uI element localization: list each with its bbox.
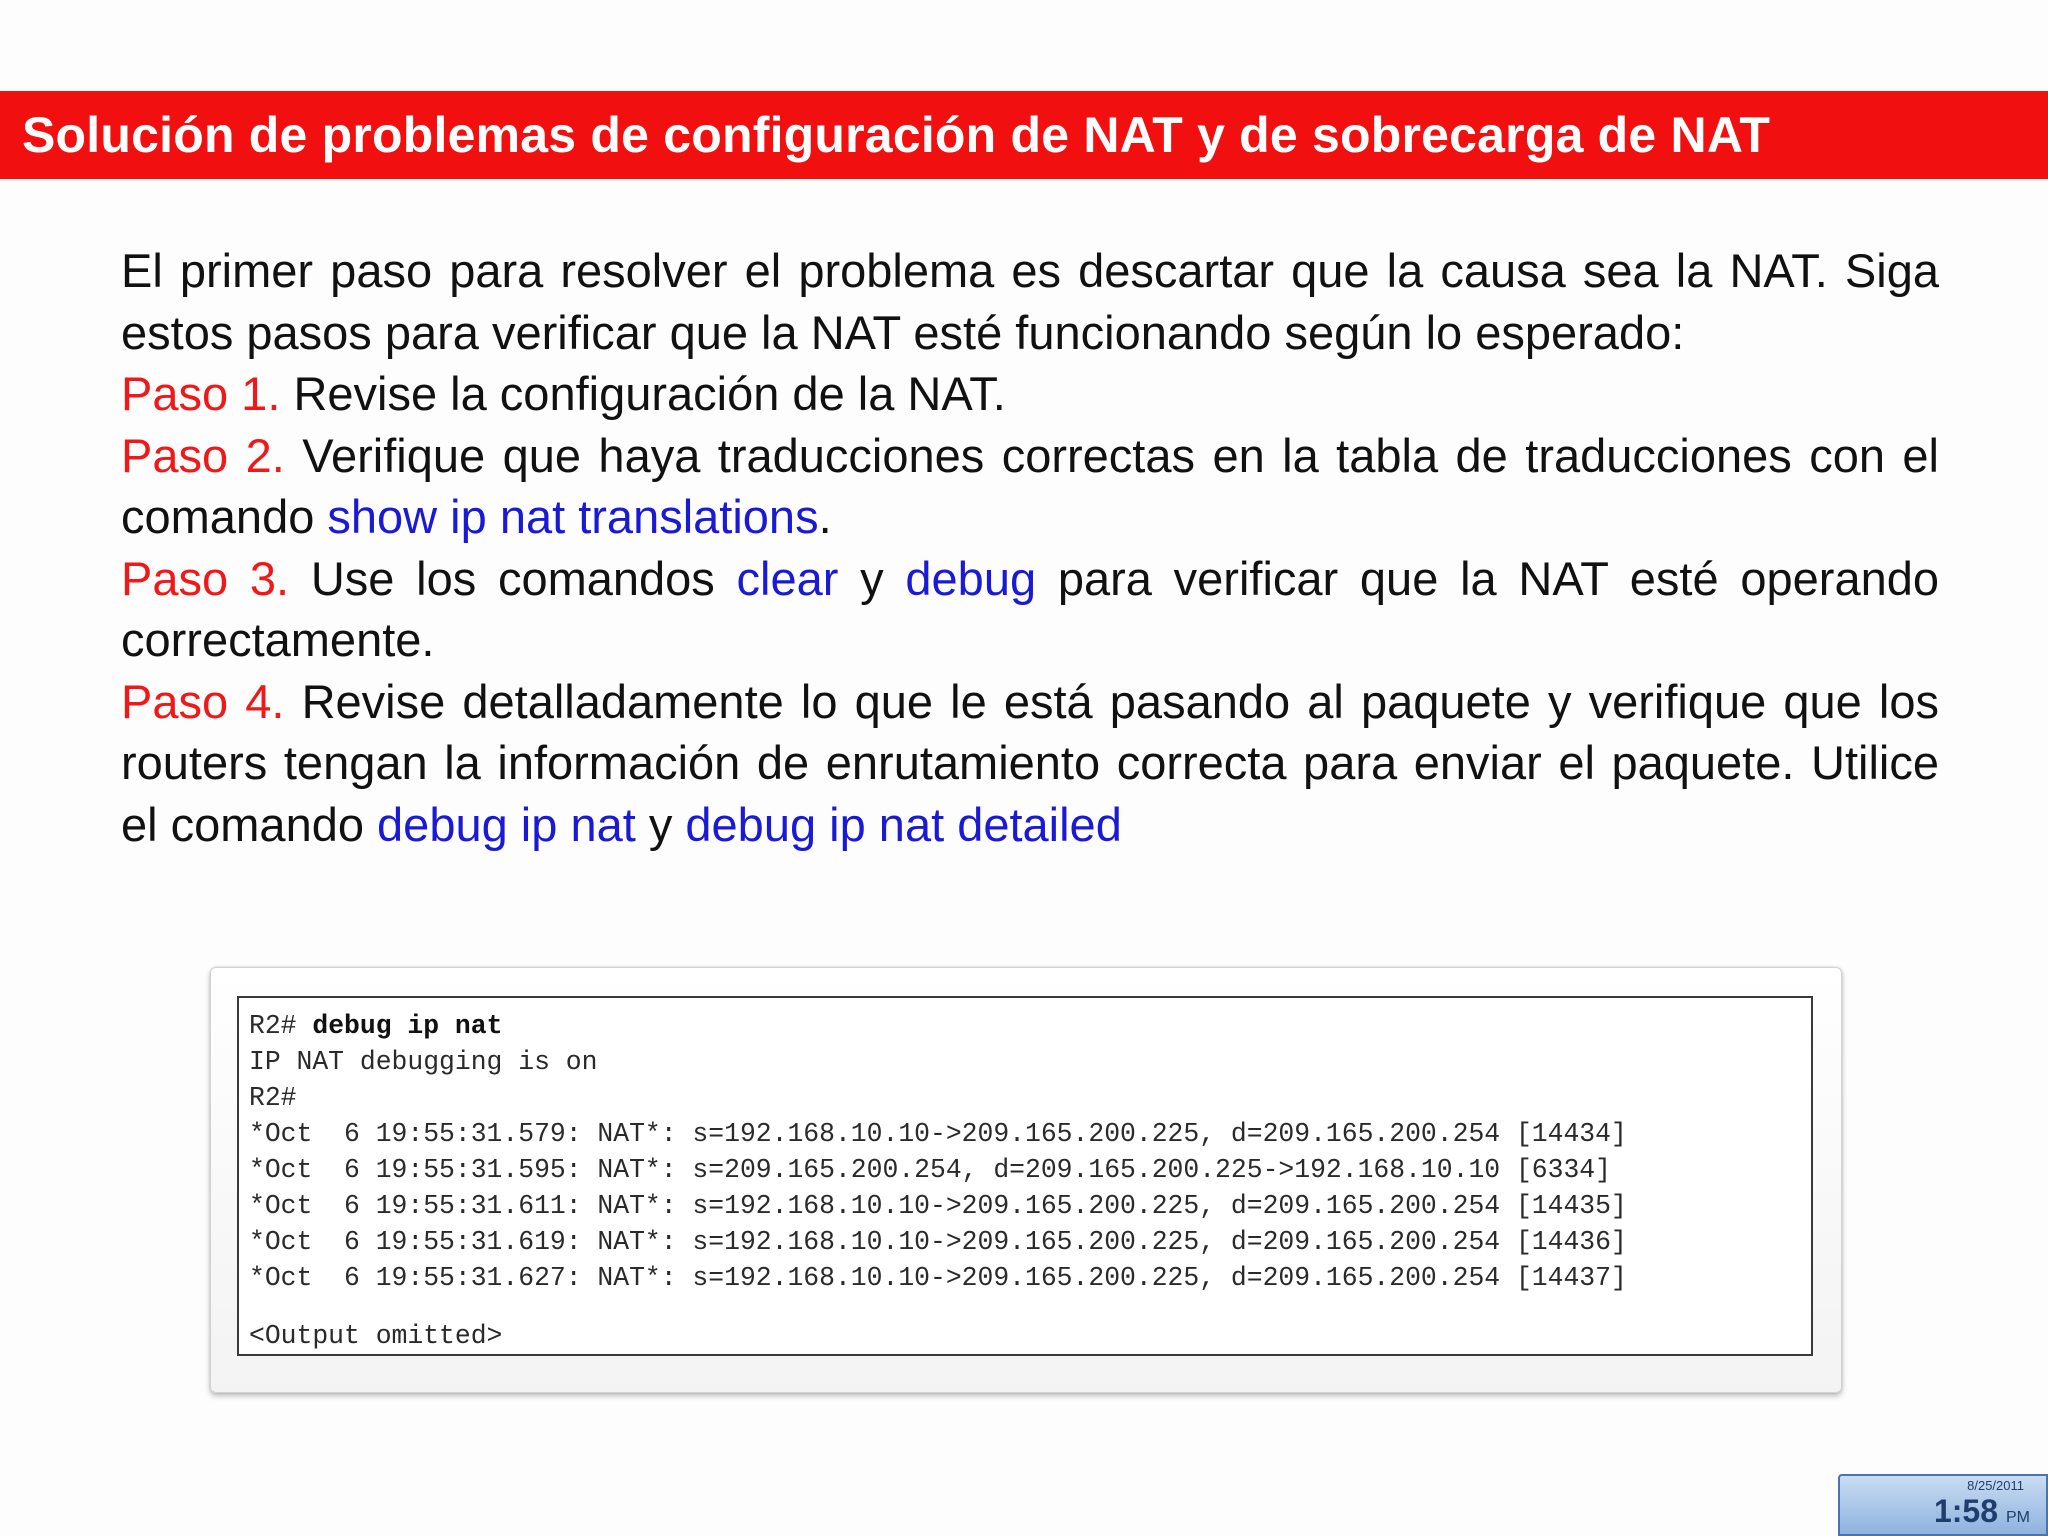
terminal-command-line [249,1008,1801,1044]
step-4-label: Paso 4. [121,674,285,728]
clock-date: 8/25/2011 [1967,1478,2024,1493]
step-4 [121,671,1939,856]
step-3-text-mid: y [838,551,906,605]
terminal-line: R2# [249,1083,297,1113]
step-2-text-end: . [818,490,832,543]
terminal-line: *Oct 6 19:55:31.627: NAT*: s=192.168.10.10->209.165.200.225, d=209.165.200.254 [14437] [249,1263,1627,1293]
intro-paragraph: El primer paso para resolver el problema es descartar que la causa sea la NAT. Siga estos pasos para verificar que la NAT esté funcionando según lo esperado: [121,244,1939,359]
step-3-command-clear: clear [736,551,839,605]
clock-ampm: PM [2006,1509,2030,1526]
slide-body [121,240,1939,855]
terminal-line: *Oct 6 19:55:31.595: NAT*: s=209.165.200.254, d=209.165.200.225->192.168.10.10 [6334] [249,1155,1611,1185]
step-1-label: Paso 1. [121,367,281,420]
terminal-line: *Oct 6 19:55:31.619: NAT*: s=192.168.10.10->209.165.200.225, d=209.165.200.254 [14436] [249,1227,1627,1257]
terminal-line: *Oct 6 19:55:31.611: NAT*: s=192.168.10.10->209.165.200.225, d=209.165.200.254 [14435] [249,1191,1627,1221]
step-4-text: Revise detalladamente lo que le está pasando al paquete y verifique que los routers tengan la información de enrutamiento correcta para enviar el paquete. Utilice el comando [121,674,1939,851]
terminal-line: *Oct 6 19:55:31.579: NAT*: s=192.168.10.10->209.165.200.225, d=209.165.200.254 [14434] [249,1119,1627,1149]
step-3-label: Paso 3. [121,551,290,605]
step-2 [121,425,1939,548]
terminal-prompt: R2# [249,1011,313,1041]
terminal-command: debug ip nat [312,1011,503,1041]
step-2-text: Verifique que haya traducciones correctas en la tabla de traducciones con el comando [121,428,1939,543]
terminal-card [210,967,1842,1393]
step-1 [121,363,1939,425]
step-3 [121,548,1939,671]
step-4-command-debug-ip-nat-detailed: debug ip nat detailed [685,797,1122,851]
step-3-text-end: para verificar que la NAT esté operando correctamente. [121,551,1939,666]
terminal-line: IP NAT debugging is on [249,1047,598,1077]
step-4-command-debug-ip-nat: debug ip nat [377,797,636,851]
step-1-text: Revise la configuración de la NAT. [280,367,1006,420]
clock-time: 1:58 [1933,1493,1998,1529]
step-3-command-debug: debug [905,551,1037,605]
taskbar-clock[interactable] [1838,1474,2048,1536]
terminal-footer: <Output omitted> [249,1321,503,1351]
terminal-output [237,996,1813,1356]
title-bar [0,91,2048,179]
slide-title: Solución de problemas de configuración de NAT y de sobrecarga de NAT [22,107,1771,163]
step-4-text-mid: y [635,797,686,851]
step-2-label: Paso 2. [121,428,285,482]
step-2-command: show ip nat translations [327,490,819,543]
step-3-text: Use los comandos [289,551,737,605]
